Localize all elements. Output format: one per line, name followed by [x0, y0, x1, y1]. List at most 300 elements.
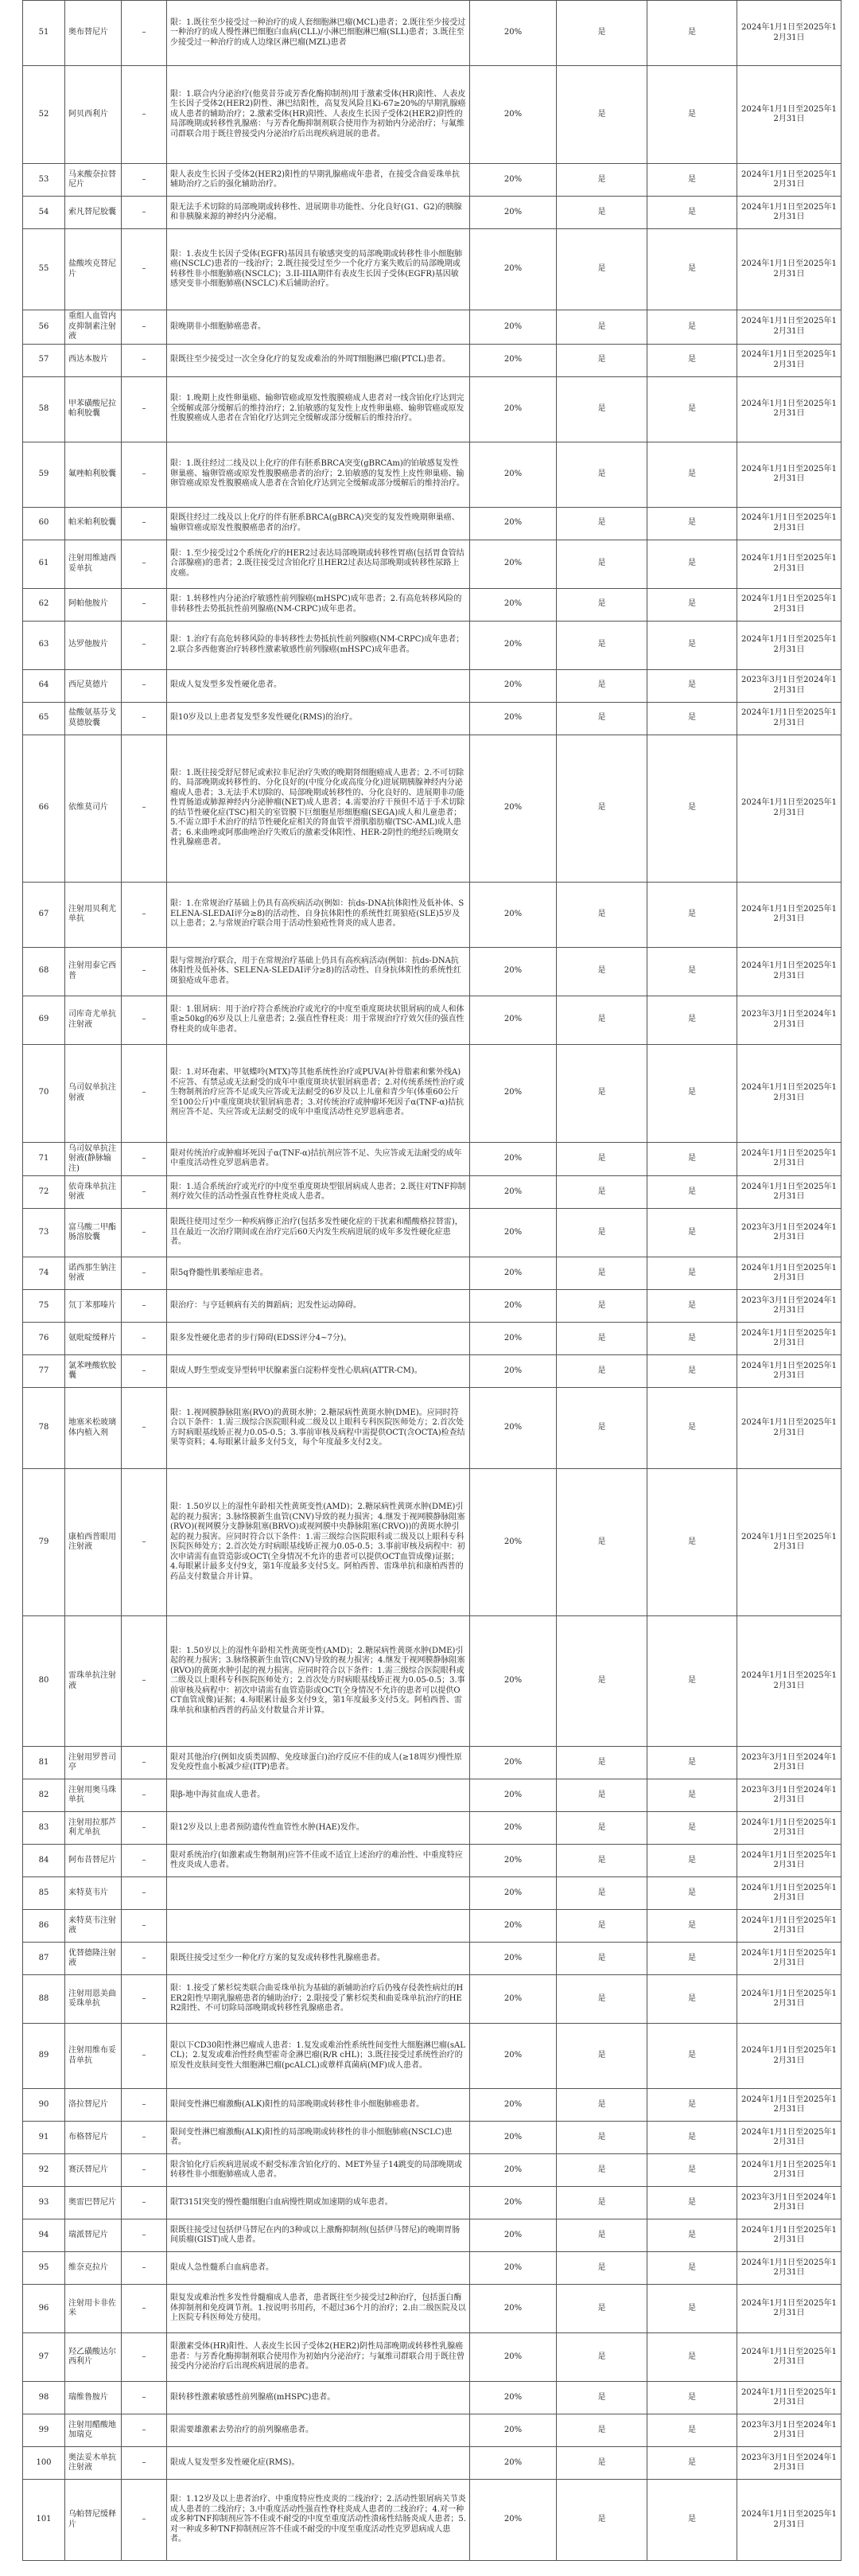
flag-b: 是	[647, 164, 737, 197]
valid-period: 2024年1月1日至2025年12月31日	[737, 2089, 842, 2122]
valid-period: 2024年1月1日至2025年12月31日	[737, 1323, 842, 1355]
row-number: 66	[23, 735, 65, 882]
flag-a: 是	[557, 1290, 647, 1323]
valid-period: 2024年1月1日至2025年12月31日	[737, 2382, 842, 2414]
table-row	[23, 1910, 842, 1943]
dosage-form: –	[122, 1257, 167, 1290]
flag-b: 是	[647, 442, 737, 507]
drug-name: 奥法妥木单抗注射液	[65, 2447, 122, 2480]
row-number: 74	[23, 1257, 65, 1290]
flag-b: 是	[647, 1779, 737, 1812]
row-number: 72	[23, 1176, 65, 1209]
row-number: 75	[23, 1290, 65, 1323]
row-number: 94	[23, 2219, 65, 2252]
drug-name: 注射用维迪西妥单抗	[65, 540, 122, 588]
dosage-form: –	[122, 540, 167, 588]
dosage-form: –	[122, 669, 167, 702]
table-row	[23, 702, 842, 735]
row-number: 96	[23, 2285, 65, 2333]
indication-text: 限治疗：与亨廷顿病有关的舞蹈病；迟发性运动障碍。	[167, 1290, 470, 1323]
flag-b: 是	[647, 507, 737, 540]
valid-period: 2023年3月1日至2024年12月31日	[737, 1290, 842, 1323]
table-row	[23, 1176, 842, 1209]
flag-a: 是	[557, 947, 647, 996]
flag-b: 是	[647, 376, 737, 442]
flag-a: 是	[557, 882, 647, 947]
row-number: 83	[23, 1812, 65, 1845]
drug-name: 氨吡啶缓释片	[65, 1323, 122, 1355]
table-row	[23, 1142, 842, 1176]
indication-text: 限：1.既往至少接受过一种治疗的成人套细胞淋巴瘤(MCL)患者；2.既往至少接受过一种治疗的成人慢性淋巴细胞白血病(CLL)/小淋巴细胞淋巴瘤(SLL)患者；3.既往至少接受过一种治疗的成人边缘区淋巴瘤(MZL)患者	[167, 1, 470, 66]
valid-period: 2024年1月1日至2025年12月31日	[737, 66, 842, 164]
valid-period: 2024年1月1日至2025年12月31日	[737, 442, 842, 507]
table-row	[23, 1290, 842, 1323]
drug-list-table-container	[22, 0, 842, 2561]
indication-text: 限多发性硬化患者的步行障碍(EDSS评分4~7分)。	[167, 1323, 470, 1355]
indication-text: 限与常规治疗联合，用于在常规治疗基础上仍具有高疾病活动(例如：抗ds-DNA抗体阳性及低补体、SELENA-SLEDAI评分≥8)的活动性、自身抗体阳性的系统性红斑狼疮成年患者。	[167, 947, 470, 996]
indication-text: 限：1.联合内分泌治疗(他莫昔芬或芳香化酶抑制剂)用于激素受体(HR)阳性、人表皮生长因子受体2(HER2)阴性、淋巴结阳性，高复发风险且Ki-67≥20%的早期乳腺癌成人患者的辅助治疗；2.激素受体(HR)阳性、人表皮生长因子受体2(HER2)阴性的局部晚期或转移性乳腺癌：与芳香化酶抑制剂联合使用作为初始内分泌治疗；与氟维司群联合用于既往曾接受内分泌治疗后出现疾病进展的患者。	[167, 66, 470, 164]
table-row	[23, 2024, 842, 2089]
indication-text: 限间变性淋巴瘤激酶(ALK)阳性的局部晚期或转移性的非小细胞肺癌(NSCLC)患者。	[167, 2122, 470, 2154]
indication-text: 限：1.既往经过二线及以上化疗的伴有胚系BRCA突变(gBRCAm)的铂敏感复发性卵巢癌、输卵管癌或原发性腹膜癌患者的治疗；2.铂敏感的复发性上皮性卵巢癌、输卵管癌或原发性腹膜癌成人患者在含铂化疗达到完全缓解或部分缓解后的维持治疗。	[167, 442, 470, 507]
self-pay-ratio: 20%	[470, 2333, 557, 2382]
valid-period: 2024年1月1日至2025年12月31日	[737, 1355, 842, 1388]
table-row	[23, 1469, 842, 1616]
drug-name: 司库奇尤单抗注射液	[65, 996, 122, 1044]
row-number: 68	[23, 947, 65, 996]
dosage-form: –	[122, 2187, 167, 2219]
flag-b: 是	[647, 2333, 737, 2382]
flag-b: 是	[647, 2382, 737, 2414]
self-pay-ratio: 20%	[470, 2122, 557, 2154]
dosage-form: –	[122, 882, 167, 947]
flag-a: 是	[557, 669, 647, 702]
table-row	[23, 2480, 842, 2561]
indication-text: 限：1.至少接受过2个系统化疗的HER2过表达局部晚期或转移性胃癌(包括胃食管结合部腺癌)的患者；2.既往接受过含铂化疗且HER2过表达局部晚期或转移性尿路上皮癌。	[167, 540, 470, 588]
flag-a: 是	[557, 735, 647, 882]
drug-name: 阿帕他胺片	[65, 588, 122, 621]
drug-name: 依维莫司片	[65, 735, 122, 882]
flag-b: 是	[647, 1209, 737, 1257]
valid-period: 2023年3月1日至2024年12月31日	[737, 1779, 842, 1812]
row-number: 81	[23, 1747, 65, 1779]
flag-a: 是	[557, 2414, 647, 2447]
valid-period: 2024年1月1日至2025年12月31日	[737, 229, 842, 310]
row-number: 63	[23, 621, 65, 669]
flag-a: 是	[557, 1044, 647, 1142]
table-row	[23, 376, 842, 442]
valid-period: 2024年1月1日至2025年12月31日	[737, 344, 842, 376]
self-pay-ratio: 20%	[470, 996, 557, 1044]
valid-period: 2024年1月1日至2025年12月31日	[737, 2154, 842, 2187]
flag-a: 是	[557, 2024, 647, 2089]
self-pay-ratio: 20%	[470, 1, 557, 66]
table-row	[23, 1616, 842, 1747]
flag-a: 是	[557, 2219, 647, 2252]
dosage-form: –	[122, 164, 167, 197]
indication-text: 限：1.对环孢素、甲氨蝶呤(MTX)等其他系统性治疗或PUVA(补骨脂素和紫外线A)不应答、有禁忌或无法耐受的成年中重度斑块状银屑病患者；2.对传统系统性治疗或生物制剂治疗应答不足或失应答或无法耐受的6岁及以上儿童和青少年(体重60公斤至100公斤)中重度斑块状银屑病患者；3.对传统治疗或肿瘤坏死因子α(TNF-α)拮抗剂应答不足、失应答或无法耐受的成年中重度活动性克罗恩病患者。	[167, 1044, 470, 1142]
drug-name: 乌司奴单抗注射液	[65, 1044, 122, 1142]
drug-name: 奥布替尼片	[65, 1, 122, 66]
self-pay-ratio: 20%	[470, 2219, 557, 2252]
flag-a: 是	[557, 2480, 647, 2561]
row-number: 67	[23, 882, 65, 947]
flag-a: 是	[557, 2285, 647, 2333]
self-pay-ratio: 20%	[470, 1257, 557, 1290]
row-number: 56	[23, 310, 65, 345]
table-row	[23, 1209, 842, 1257]
valid-period: 2024年1月1日至2025年12月31日	[737, 540, 842, 588]
flag-b: 是	[647, 702, 737, 735]
dosage-form: –	[122, 1142, 167, 1176]
valid-period: 2024年1月1日至2025年12月31日	[737, 1257, 842, 1290]
flag-b: 是	[647, 1877, 737, 1910]
table-row	[23, 621, 842, 669]
valid-period: 2024年1月1日至2025年12月31日	[737, 947, 842, 996]
drug-name: 富马酸二甲酯肠溶胶囊	[65, 1209, 122, 1257]
flag-b: 是	[647, 882, 737, 947]
self-pay-ratio: 20%	[470, 702, 557, 735]
dosage-form: –	[122, 702, 167, 735]
indication-text	[167, 1910, 470, 1943]
flag-a: 是	[557, 1975, 647, 2024]
indication-text: 限含铂化疗后疾病进展或不耐受标准含铂化疗的、MET外显子14跳变的局部晚期或转移性非小细胞肺癌成人患者。	[167, 2154, 470, 2187]
flag-a: 是	[557, 1910, 647, 1943]
self-pay-ratio: 20%	[470, 1779, 557, 1812]
dosage-form: –	[122, 2447, 167, 2480]
dosage-form: –	[122, 1290, 167, 1323]
flag-a: 是	[557, 1943, 647, 1975]
row-number: 61	[23, 540, 65, 588]
self-pay-ratio: 20%	[470, 1323, 557, 1355]
valid-period: 2024年1月1日至2025年12月31日	[737, 1388, 842, 1469]
drug-name: 注射用泰它西普	[65, 947, 122, 996]
drug-name: 布格替尼片	[65, 2122, 122, 2154]
flag-b: 是	[647, 947, 737, 996]
flag-a: 是	[557, 507, 647, 540]
row-number: 77	[23, 1355, 65, 1388]
flag-b: 是	[647, 996, 737, 1044]
drug-name: 康柏西普眼用注射液	[65, 1469, 122, 1616]
self-pay-ratio: 20%	[470, 344, 557, 376]
flag-b: 是	[647, 1257, 737, 1290]
self-pay-ratio: 20%	[470, 1176, 557, 1209]
flag-b: 是	[647, 1142, 737, 1176]
indication-text: 限：1.在常规治疗基础上仍具有高疾病活动(例如：抗ds-DNA抗体阳性及低补体、SELENA-SLEDAI评分≥8)的活动性、自身抗体阳性的系统性红斑狼疮(SLE)5岁及以上患者；2.与常规治疗联合用于活动性狼疮性肾炎的成人患者。	[167, 882, 470, 947]
self-pay-ratio: 20%	[470, 540, 557, 588]
self-pay-ratio: 20%	[470, 66, 557, 164]
drug-name: 重组人血管内皮抑制素注射液	[65, 310, 122, 345]
dosage-form: –	[122, 2382, 167, 2414]
indication-text: 限既往至少接受过一次全身化疗的复发或难治的外周T细胞淋巴瘤(PTCL)患者。	[167, 344, 470, 376]
flag-b: 是	[647, 621, 737, 669]
valid-period: 2024年1月1日至2025年12月31日	[737, 621, 842, 669]
row-number: 92	[23, 2154, 65, 2187]
self-pay-ratio: 20%	[470, 1290, 557, 1323]
row-number: 54	[23, 197, 65, 229]
self-pay-ratio: 20%	[470, 2154, 557, 2187]
self-pay-ratio: 20%	[470, 1910, 557, 1943]
dosage-form: –	[122, 2252, 167, 2285]
flag-a: 是	[557, 621, 647, 669]
indication-text: 限：1.50岁以上的湿性年龄相关性黄斑变性(AMD)；2.糖尿病性黄斑水肿(DME)引起的视力损害；3.脉络膜新生血管(CNV)导致的视力损害；4.继发于视网膜静脉阻塞(RVO)的黄斑水肿引起的视力损害。应同时符合以下条件：1.需三级综合医院眼科或二级及以上眼科专科医院医师处方；2.首次处方时病眼基线矫正视力0.05-0.5；3.事前审核及病程中：初次申请需有血管造影或OCT(全身情况不允许的患者可以提供OCT血管成像)证据；4.每眼累计最多支付9支，第1年度最多支付5支。阿柏西普、雷珠单抗和康柏西普的药品支付数量合并计算。	[167, 1616, 470, 1747]
flag-a: 是	[557, 66, 647, 164]
drug-name: 乌司奴单抗注射液(静脉输注)	[65, 1142, 122, 1176]
valid-period: 2024年1月1日至2025年12月31日	[737, 1845, 842, 1877]
table-row	[23, 588, 842, 621]
row-number: 100	[23, 2447, 65, 2480]
drug-name: 盐酸埃克替尼片	[65, 229, 122, 310]
drug-name: 注射用维布妥昔单抗	[65, 2024, 122, 2089]
indication-text: 限既往使用过至少一种疾病修正治疗(包括多发性硬化症的干扰素和醋酸格拉替雷)，且在最近一次治疗期间或在治疗完后60天内发生疾病进展的成年多发性硬化症患者。	[167, 1209, 470, 1257]
row-number: 64	[23, 669, 65, 702]
flag-b: 是	[647, 1388, 737, 1469]
flag-a: 是	[557, 2122, 647, 2154]
indication-text: 限β-地中海贫血成人患者。	[167, 1779, 470, 1812]
table-row	[23, 229, 842, 310]
dosage-form: –	[122, 2024, 167, 2089]
flag-a: 是	[557, 1877, 647, 1910]
flag-b: 是	[647, 588, 737, 621]
self-pay-ratio: 20%	[470, 2285, 557, 2333]
row-number: 58	[23, 376, 65, 442]
valid-period: 2024年1月1日至2025年12月31日	[737, 588, 842, 621]
valid-period: 2024年1月1日至2025年12月31日	[737, 2480, 842, 2561]
drug-name: 氘丁苯那嗪片	[65, 1290, 122, 1323]
valid-period: 2023年3月1日至2024年12月31日	[737, 996, 842, 1044]
valid-period: 2024年1月1日至2025年12月31日	[737, 2219, 842, 2252]
indication-text: 限：1.适合系统治疗或光疗的中度至重度斑块型银屑病成人患者；2.既往对TNF抑制剂疗效欠佳的活动性强直性脊柱炎成人患者。	[167, 1176, 470, 1209]
flag-a: 是	[557, 1176, 647, 1209]
flag-a: 是	[557, 229, 647, 310]
drug-name: 优替德隆注射液	[65, 1943, 122, 1975]
row-number: 98	[23, 2382, 65, 2414]
drug-name: 乌帕替尼缓释片	[65, 2480, 122, 2561]
drug-name: 西尼莫德片	[65, 669, 122, 702]
table-row	[23, 344, 842, 376]
row-number: 91	[23, 2122, 65, 2154]
dosage-form: –	[122, 1209, 167, 1257]
valid-period: 2024年1月1日至2025年12月31日	[737, 1, 842, 66]
valid-period: 2024年1月1日至2025年12月31日	[737, 310, 842, 345]
indication-text: 限：1.接受了紫杉烷类联合曲妥珠单抗为基础的新辅助治疗后仍残存侵袭性病灶的HER2阳性早期乳腺癌患者的辅助治疗；2.限接受了紫杉烷类和曲妥珠单抗治疗的HER2阳性、不可切除局部晚期或转移性乳腺癌患者。	[167, 1975, 470, 2024]
drug-name: 盐酸氨基芬戈莫德胶囊	[65, 702, 122, 735]
row-number: 93	[23, 2187, 65, 2219]
self-pay-ratio: 20%	[470, 1388, 557, 1469]
flag-a: 是	[557, 1812, 647, 1845]
indication-text: 限：1.视网膜静脉阻塞(RVO)的黄斑水肿；2.糖尿病性黄斑水肿(DME)。应同时符合以下条件：1.需三级综合医院眼科或二级及以上眼科专科医院医师处方；2.首次处方时病眼基线矫正视力0.05-0.5；3.事前审核及病程中需提供OCT(含OCTA)检查结果等资料；4.每眼累计最多支付5支，每个年度最多支付2支。	[167, 1388, 470, 1469]
valid-period: 2024年1月1日至2025年12月31日	[737, 164, 842, 197]
indication-text	[167, 1877, 470, 1910]
flag-b: 是	[647, 1, 737, 66]
self-pay-ratio: 20%	[470, 164, 557, 197]
indication-text: 限：1.晚期上皮性卵巢癌、输卵管癌或原发性腹膜癌成人患者对一线含铂化疗达到完全缓解或部分缓解后的维持治疗；2.铂敏感的复发性上皮性卵巢癌、输卵管癌或原发性腹膜癌成人患者在含铂化疗达到完全缓解或部分缓解后的维持治疗。	[167, 376, 470, 442]
self-pay-ratio: 20%	[470, 1209, 557, 1257]
table-row	[23, 310, 842, 345]
flag-a: 是	[557, 1747, 647, 1779]
table-row	[23, 2382, 842, 2414]
flag-a: 是	[557, 344, 647, 376]
drug-name: 瑞派替尼片	[65, 2219, 122, 2252]
table-row	[23, 2333, 842, 2382]
dosage-form: –	[122, 197, 167, 229]
drug-name: 马来酸奈拉替尼片	[65, 164, 122, 197]
table-row	[23, 1323, 842, 1355]
row-number: 88	[23, 1975, 65, 2024]
table-row	[23, 669, 842, 702]
self-pay-ratio: 20%	[470, 588, 557, 621]
dosage-form: –	[122, 1975, 167, 2024]
dosage-form: –	[122, 735, 167, 882]
flag-b: 是	[647, 2122, 737, 2154]
drug-name: 注射用罗普司亭	[65, 1747, 122, 1779]
dosage-form: –	[122, 229, 167, 310]
valid-period: 2024年1月1日至2025年12月31日	[737, 1142, 842, 1176]
drug-name: 来特莫韦注射液	[65, 1910, 122, 1943]
flag-a: 是	[557, 1257, 647, 1290]
indication-text: 限人表皮生长因子受体2(HER2)阳性的早期乳腺癌成年患者，在接受含曲妥珠单抗辅助治疗之后的强化辅助治疗。	[167, 164, 470, 197]
row-number: 51	[23, 1, 65, 66]
dosage-form: –	[122, 442, 167, 507]
valid-period: 2024年1月1日至2025年12月31日	[737, 1943, 842, 1975]
valid-period: 2024年1月1日至2025年12月31日	[737, 1910, 842, 1943]
row-number: 90	[23, 2089, 65, 2122]
indication-text: 限间变性淋巴瘤激酶(ALK)阳性的局部晚期或转移性非小细胞肺癌患者。	[167, 2089, 470, 2122]
table-row	[23, 1812, 842, 1845]
drug-name: 甲苯磺酸尼拉帕利胶囊	[65, 376, 122, 442]
drug-name: 依奇珠单抗注射液	[65, 1176, 122, 1209]
self-pay-ratio: 20%	[470, 882, 557, 947]
table-row	[23, 442, 842, 507]
table-row	[23, 2252, 842, 2285]
table-row	[23, 507, 842, 540]
row-number: 55	[23, 229, 65, 310]
indication-text: 限对传统治疗或肿瘤坏死因子α(TNF-α)拮抗剂应答不足、失应答或无法耐受的成年中重度活动性克罗恩病患者。	[167, 1142, 470, 1176]
self-pay-ratio: 20%	[470, 2414, 557, 2447]
dosage-form: –	[122, 2480, 167, 2561]
dosage-form: –	[122, 507, 167, 540]
table-row	[23, 164, 842, 197]
drug-name: 阿贝西利片	[65, 66, 122, 164]
flag-b: 是	[647, 1616, 737, 1747]
dosage-form: –	[122, 1044, 167, 1142]
row-number: 80	[23, 1616, 65, 1747]
drug-name: 注射用拉那芦利尤单抗	[65, 1812, 122, 1845]
valid-period: 2023年3月1日至2024年12月31日	[737, 2447, 842, 2480]
table-row	[23, 1257, 842, 1290]
dosage-form: –	[122, 1616, 167, 1747]
drug-name: 地塞米松玻璃体内植入剂	[65, 1388, 122, 1469]
dosage-form: –	[122, 1812, 167, 1845]
flag-a: 是	[557, 1142, 647, 1176]
self-pay-ratio: 20%	[470, 2089, 557, 2122]
dosage-form: –	[122, 1779, 167, 1812]
flag-b: 是	[647, 669, 737, 702]
indication-text: 限既往经过二线及以上化疗的伴有胚系BRCA(gBRCA)突变的复发性晚期卵巢癌、输卵管癌或原发性腹膜癌患者的治疗。	[167, 507, 470, 540]
valid-period: 2024年1月1日至2025年12月31日	[737, 2122, 842, 2154]
row-number: 65	[23, 702, 65, 735]
dosage-form: –	[122, 344, 167, 376]
self-pay-ratio: 20%	[470, 947, 557, 996]
valid-period: 2024年1月1日至2025年12月31日	[737, 702, 842, 735]
flag-b: 是	[647, 1943, 737, 1975]
self-pay-ratio: 20%	[470, 1812, 557, 1845]
indication-text: 限以下CD30阳性淋巴瘤成人患者：1.复发或难治性系统性间变性大细胞淋巴瘤(sALCL)；2.复发或难治性经典型霍奇金淋巴瘤(R/R cHL)；3.既往接受过系统性治疗的原发性皮肤间变性大细胞淋巴瘤(pcALCL)或蕈样真菌病(MF)成人患者。	[167, 2024, 470, 2089]
drug-name: 注射用贝利尤单抗	[65, 882, 122, 947]
drug-name: 阿布昔替尼片	[65, 1845, 122, 1877]
flag-b: 是	[647, 1044, 737, 1142]
self-pay-ratio: 20%	[470, 735, 557, 882]
flag-a: 是	[557, 1469, 647, 1616]
flag-b: 是	[647, 1355, 737, 1388]
drug-name: 瑞维鲁胺片	[65, 2382, 122, 2414]
valid-period: 2024年1月1日至2025年12月31日	[737, 1616, 842, 1747]
flag-b: 是	[647, 197, 737, 229]
indication-text: 限既往接受过包括伊马替尼在内的3种或以上激酶抑制剂(包括伊马替尼)的晚期胃肠间质瘤(GIST)成人患者。	[167, 2219, 470, 2252]
drug-name: 注射用恩美曲妥珠单抗	[65, 1975, 122, 2024]
row-number: 71	[23, 1142, 65, 1176]
drug-list-table	[22, 0, 842, 2561]
drug-name: 达罗他胺片	[65, 621, 122, 669]
table-row	[23, 2122, 842, 2154]
row-number: 70	[23, 1044, 65, 1142]
flag-b: 是	[647, 2480, 737, 2561]
flag-a: 是	[557, 2089, 647, 2122]
table-row	[23, 66, 842, 164]
table-row	[23, 1943, 842, 1975]
table-row	[23, 1845, 842, 1877]
table-row	[23, 1388, 842, 1469]
flag-b: 是	[647, 1910, 737, 1943]
row-number: 73	[23, 1209, 65, 1257]
self-pay-ratio: 20%	[470, 507, 557, 540]
table-row	[23, 1, 842, 66]
indication-text: 限：1.50岁以上的湿性年龄相关性黄斑变性(AMD)；2.糖尿病性黄斑水肿(DME)引起的视力损害；3.脉络膜新生血管(CNV)导致的视力损害；4.继发于视网膜静脉阻塞(RVO)(视网膜分支静脉阻塞(BRVO)或视网膜中央静脉阻塞(CRVO))的黄斑水肿引起的视力损害。应同时符合以下条件：1.需三级综合医院眼科或二级及以上眼科专科医院医师处方；2.首次处方时病眼基线矫正视力0.05-0.5；3.事前审核及病程中：初次申请需有血管造影或OCT(全身情况不允许的患者可以提供OCT血管成像)证据；4.每眼累计最多支付9支，第1年度最多支付5支。阿柏西普、雷珠单抗和康柏西普的药品支付数量合并计算。	[167, 1469, 470, 1616]
self-pay-ratio: 20%	[470, 442, 557, 507]
self-pay-ratio: 20%	[470, 376, 557, 442]
indication-text: 限成人急性髓系白血病患者。	[167, 2252, 470, 2285]
indication-text: 限需要雄激素去势治疗的前列腺癌患者。	[167, 2414, 470, 2447]
row-number: 84	[23, 1845, 65, 1877]
drug-name: 氯苯唑酸软胶囊	[65, 1355, 122, 1388]
self-pay-ratio: 20%	[470, 229, 557, 310]
valid-period: 2024年1月1日至2025年12月31日	[737, 376, 842, 442]
drug-name: 注射用醋酸地加瑞克	[65, 2414, 122, 2447]
row-number: 78	[23, 1388, 65, 1469]
indication-text: 限转移性激素敏感性前列腺癌(mHSPC)患者。	[167, 2382, 470, 2414]
valid-period: 2024年1月1日至2025年12月31日	[737, 1877, 842, 1910]
flag-b: 是	[647, 229, 737, 310]
flag-a: 是	[557, 376, 647, 442]
table-row	[23, 2219, 842, 2252]
flag-a: 是	[557, 2447, 647, 2480]
flag-a: 是	[557, 588, 647, 621]
flag-a: 是	[557, 1388, 647, 1469]
valid-period: 2024年1月1日至2025年12月31日	[737, 2285, 842, 2333]
flag-a: 是	[557, 1616, 647, 1747]
self-pay-ratio: 20%	[470, 1747, 557, 1779]
flag-a: 是	[557, 1779, 647, 1812]
self-pay-ratio: 20%	[470, 1044, 557, 1142]
indication-text: 限：1.银屑病：用于治疗符合系统治疗或光疗的中度至重度斑块状银屑病的成人和体重≥50kg的6岁及以上儿童患者；2.强直性脊柱炎：用于常规治疗疗效欠佳的强直性脊柱炎的成年患者。	[167, 996, 470, 1044]
drug-name: 维奈克拉片	[65, 2252, 122, 2285]
flag-a: 是	[557, 702, 647, 735]
indication-text: 限对其他治疗(例如皮质类固醇、免疫球蛋白)治疗反应不佳的成人(≥18周岁)慢性原发免疫性血小板减少症(ITP)患者。	[167, 1747, 470, 1779]
flag-b: 是	[647, 735, 737, 882]
flag-b: 是	[647, 1323, 737, 1355]
dosage-form: –	[122, 2154, 167, 2187]
indication-text: 限复发或难治性多发性骨髓瘤成人患者，患者既往至少接受过2种治疗，包括蛋白酶体抑制剂和免疫调节剂。1.按说明书用药，不超过36个月的治疗；2.由二级医院及以上医院专科医师处方使用。	[167, 2285, 470, 2333]
